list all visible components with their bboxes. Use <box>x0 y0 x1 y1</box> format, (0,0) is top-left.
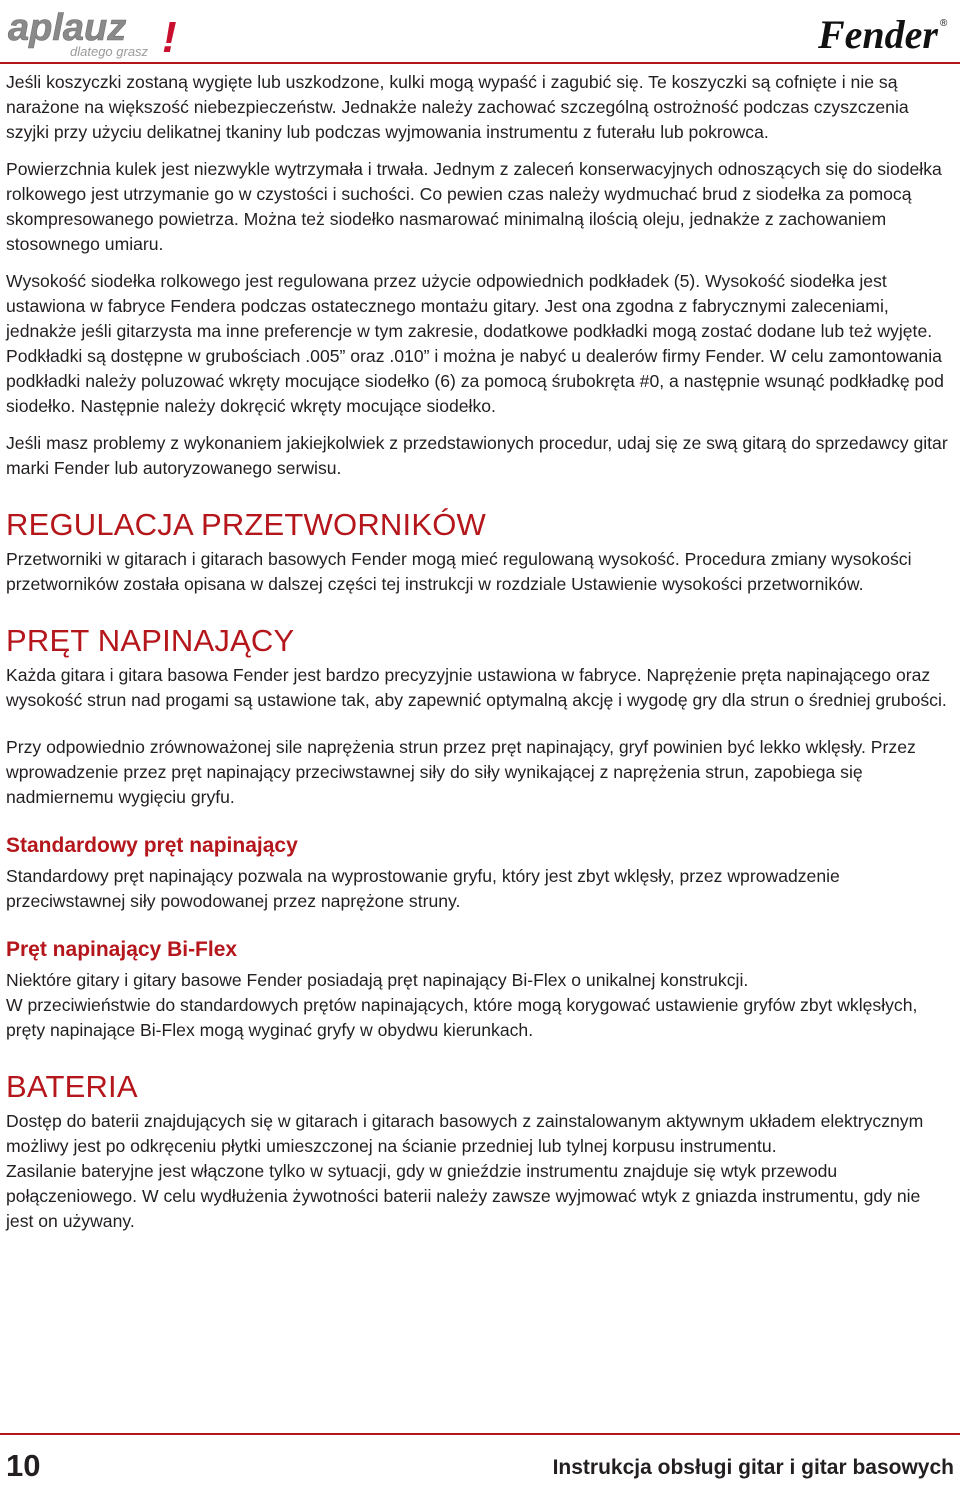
top-divider <box>0 62 960 64</box>
intro-paragraph-2: Powierzchnia kulek jest niezwykle wytrzymała i trwała. Jednym z zaleceń konserwacyjnych odnoszących się do siodełka rolkowego jest utrzymanie go w czystości i suchości. Co pewien czas należy wydmuchać brud z siodełka za pomocą skompresowanego powietrza. Można też siodełko nasmarować minimalną ilością oleju, jednakże z zachowaniem stosownego umiaru. <box>6 159 942 254</box>
truss-rod-paragraph-1: Każda gitara i gitara basowa Fender jest bardzo precyzyjnie ustawiona w fabryce. Naprężenie pręta napinającego oraz wysokość strun nad progami są ustawione tak, aby zapewnić optymalną akcję i wygodę gry dla strun o średniej grubości. <box>6 665 947 710</box>
battery-heading: BATERIA <box>6 1069 138 1104</box>
battery-paragraph-1: Dostęp do baterii znajdujących się w gitarach i gitarach basowych z zainstalowanym aktywnym układem elektrycznym możliwy jest po odkręceniu płytki umieszczonej na ścianie przedniej lub tylnej korpusu instrumentu. <box>6 1111 924 1156</box>
aplauz-logo <box>4 6 184 62</box>
intro-paragraph-3: Wysokość siodełka rolkowego jest regulowana przez użycie odpowiednich podkładek (5). Wysokość siodełka jest ustawiona w fabryce Fendera podczas ostatecznego montażu gitary. Jest ona zgodna z fabrycznymi zaleceniami, jednakże jeśli gitarzysta ma inne preferencje w tym zakresie, dodatkowe podkładki mogą zostać dodane lub też wyjęte. Podkładki są dostępne w grubościach .005” oraz .010” i można je nabyć u dealerów firmy Fender. W celu zamontowania podkładki należy poluzować wkręty mocujące siodełko (6) za pomocą śrubokręta #0, a następnie wsunąć podkładkę pod siodełko. Następnie należy dokręcić wkręty mocujące siodełko. <box>6 271 944 416</box>
biflex-rod-paragraph-1: Niektóre gitary i gitary basowe Fender posiadają pręt napinający Bi-Flex o unikalnej konstrukcji. <box>6 970 749 990</box>
intro-paragraph-1: Jeśli koszyczki zostaną wygięte lub uszkodzone, kulki mogą wypaść i zagubić się. Te koszyczki są cofnięte i nie są narażone na większość niebezpieczeństw. Jednakże należy zachować szczególną ostrożność podczas czyszczenia szyjki przy użyciu delikatnej tkaniny lub podczas wyjmowania instrumentu z futerału lub pokrowca. <box>6 72 909 142</box>
standard-rod-paragraph-1: Standardowy pręt napinający pozwala na wyprostowanie gryfu, który jest zbyt wklęsły, przez wprowadzenie przeciwstawnej siły powodowanej przez naprężone struny. <box>6 866 840 911</box>
biflex-rod-heading: Pręt napinający Bi-Flex <box>6 938 238 961</box>
page-header <box>0 0 960 66</box>
fender-registered-mark: ® <box>940 18 948 29</box>
fender-logo <box>814 6 954 62</box>
aplauz-logo-text: aplauz <box>8 7 127 49</box>
standard-rod-heading: Standardowy pręt napinający <box>6 834 298 857</box>
truss-rod-paragraph-2: Przy odpowiednio zrównoważonej sile naprężenia strun przez pręt napinający, gryf powinien być lekko wklęsły. Przez wprowadzenie przez pręt napinający przeciwstawnej siły do siły wynikającej z naprężenia strun, zapobiega się nadmiernemu wygięciu gryfu. <box>6 737 916 807</box>
pickups-heading: REGULACJA PRZETWORNIKÓW <box>6 507 486 542</box>
page-content <box>6 70 952 1246</box>
fender-logo-text: Fender <box>818 12 938 57</box>
battery-paragraph-2: Zasilanie bateryjne jest włączone tylko w sytuacji, gdy w gnieździe instrumentu znajduje się wtyk przewodu połączeniowego. W celu wydłużenia żywotności baterii należy zawsze wyjmować wtyk z gniazda instrumentu, gdy nie jest on używany. <box>6 1161 921 1231</box>
aplauz-logo-tagline: dlatego grasz <box>70 44 149 59</box>
aplauz-logo-exclamation: ! <box>162 13 177 62</box>
pickups-paragraph-1: Przetworniki w gitarach i gitarach basowych Fender mogą mieć regulowaną wysokość. Procedura zmiany wysokości przetworników została opisana w dalszej części tej instrukcji w rozdziale Ustawienie wysokości przetworników. <box>6 549 912 594</box>
biflex-rod-paragraph-2: W przeciwieństwie do standardowych prętów napinających, które mogą korygować ustawienie gryfów zbyt wklęsłych, pręty napinające Bi-Flex mogą wyginać gryfy w obydwu kierunkach. <box>6 995 918 1040</box>
truss-rod-heading: PRĘT NAPINAJĄCY <box>6 623 295 658</box>
bottom-divider <box>0 1433 960 1435</box>
intro-paragraph-4: Jeśli masz problemy z wykonaniem jakiejkolwiek z przedstawionych procedur, udaj się ze swą gitarą do sprzedawcy gitar marki Fender lub autoryzowanego serwisu. <box>6 433 948 478</box>
page-number: 10 <box>6 1448 41 1483</box>
footer-title: Instrukcja obsługi gitar i gitar basowych <box>552 1456 954 1479</box>
